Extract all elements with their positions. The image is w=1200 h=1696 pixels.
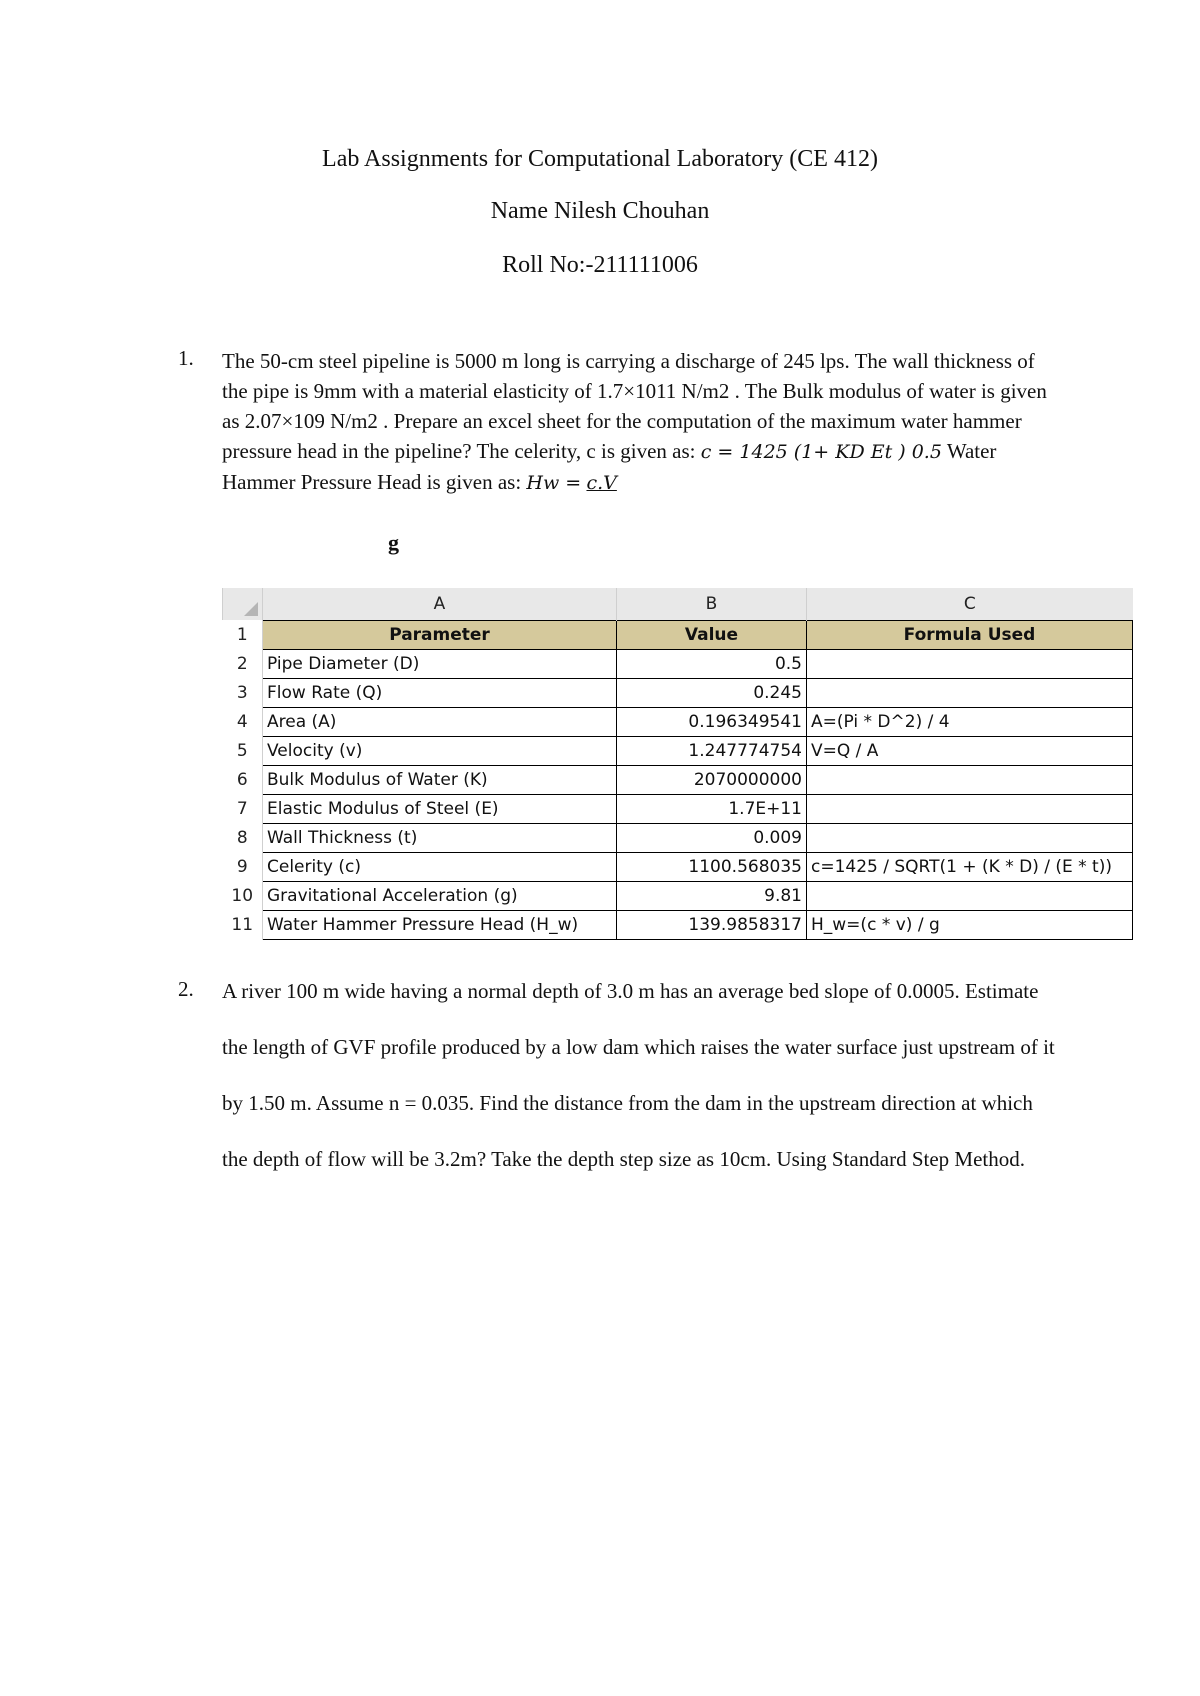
row-number[interactable]: 1 bbox=[223, 620, 263, 649]
student-name: Name Nilesh Chouhan bbox=[490, 198, 710, 224]
row-number[interactable]: 10 bbox=[223, 881, 263, 910]
table-row bbox=[223, 765, 1133, 794]
question-2-text: A river 100 m wide having a normal depth of 3.0 m has an average bed slope of 0.0005. Estimate the length of GVF profile produced by a low dam which raises the water surface just upstream of it by 1.50 m. Assume n = 0.035. Find the distance from the dam in the upstream direction at which the depth of flow will be 3.2m? Take the depth step size as 10cm. Using Standard Step Method. bbox=[222, 979, 1055, 1171]
select-all-triangle-icon bbox=[244, 602, 258, 616]
parameter-cell[interactable]: Area (A) bbox=[263, 707, 617, 736]
parameter-cell[interactable]: Gravitational Acceleration (g) bbox=[263, 881, 617, 910]
formula-cell[interactable] bbox=[807, 794, 1133, 823]
row-number[interactable]: 11 bbox=[223, 910, 263, 939]
row-number[interactable]: 9 bbox=[223, 852, 263, 881]
formula-cell[interactable]: H_w=(c * v) / g bbox=[807, 910, 1133, 939]
column-header-c[interactable]: C bbox=[807, 588, 1133, 620]
parameter-cell[interactable]: Pipe Diameter (D) bbox=[263, 649, 617, 678]
formula-cell[interactable]: c=1425 / SQRT(1 + (K * D) / (E * t)) bbox=[807, 852, 1133, 881]
question-2 bbox=[178, 977, 1058, 1267]
question-1 bbox=[178, 346, 1058, 546]
table-header-row bbox=[223, 620, 1133, 649]
hw-lhs: Hw = bbox=[526, 472, 582, 494]
table-row bbox=[223, 823, 1133, 852]
formula-cell[interactable]: A=(Pi * D^2) / 4 bbox=[807, 707, 1133, 736]
row-number[interactable]: 3 bbox=[223, 678, 263, 707]
table-row bbox=[223, 678, 1133, 707]
row-number[interactable]: 4 bbox=[223, 707, 263, 736]
row-number[interactable]: 7 bbox=[223, 794, 263, 823]
value-cell[interactable]: 2070000000 bbox=[617, 765, 807, 794]
question-1-number: 1. bbox=[178, 346, 194, 370]
document-title: Lab Assignments for Computational Laboratory (CE 412) bbox=[322, 146, 878, 172]
excel-spreadsheet bbox=[222, 588, 1132, 956]
table-row bbox=[223, 794, 1133, 823]
formula-cell[interactable]: V=Q / A bbox=[807, 736, 1133, 765]
value-cell[interactable]: 1100.568035 bbox=[617, 852, 807, 881]
parameter-cell[interactable]: Elastic Modulus of Steel (E) bbox=[263, 794, 617, 823]
parameter-cell[interactable]: Celerity (c) bbox=[263, 852, 617, 881]
parameter-cell[interactable]: Flow Rate (Q) bbox=[263, 678, 617, 707]
value-cell[interactable]: 1.247774754 bbox=[617, 736, 807, 765]
value-cell[interactable]: 0.245 bbox=[617, 678, 807, 707]
parameter-cell[interactable]: Bulk Modulus of Water (K) bbox=[263, 765, 617, 794]
row-number[interactable]: 8 bbox=[223, 823, 263, 852]
question-1-hw-intro: Water Hammer Pressure Head is given as: bbox=[222, 439, 997, 494]
formula-cell[interactable] bbox=[807, 649, 1133, 678]
row-number[interactable]: 5 bbox=[223, 736, 263, 765]
hw-denominator: g bbox=[388, 530, 399, 555]
question-1-body: The 50-cm steel pipeline is 5000 m long is carrying a discharge of 245 lps. The wall thickness of the pipe is 9mm with a material elasticity of 1.7×1011 N/m2 . The Bulk modulus of water is given as 2.07×109 N/m2 . Prepare an excel sheet for the computation of the maximum water hammer pressure head in the pipeline? The celerity, c is given as: bbox=[222, 349, 1047, 463]
header-formula[interactable]: Formula Used bbox=[807, 620, 1133, 649]
value-cell[interactable]: 9.81 bbox=[617, 881, 807, 910]
value-cell[interactable]: 0.196349541 bbox=[617, 707, 807, 736]
formula-cell[interactable] bbox=[807, 678, 1133, 707]
header-value[interactable]: Value bbox=[617, 620, 807, 649]
roll-number: Roll No:-211111006 bbox=[502, 252, 698, 278]
formula-cell[interactable] bbox=[807, 765, 1133, 794]
parameter-cell[interactable]: Wall Thickness (t) bbox=[263, 823, 617, 852]
spreadsheet-table bbox=[222, 588, 1133, 940]
header-parameter[interactable]: Parameter bbox=[263, 620, 617, 649]
parameter-cell[interactable]: Water Hammer Pressure Head (H_w) bbox=[263, 910, 617, 939]
select-all-corner[interactable] bbox=[223, 588, 263, 620]
formula-cell[interactable] bbox=[807, 881, 1133, 910]
table-row bbox=[223, 852, 1133, 881]
parameter-cell[interactable]: Velocity (v) bbox=[263, 736, 617, 765]
row-number[interactable]: 2 bbox=[223, 649, 263, 678]
table-row bbox=[223, 649, 1133, 678]
value-cell[interactable]: 139.9858317 bbox=[617, 910, 807, 939]
table-row bbox=[223, 910, 1133, 939]
table-row bbox=[223, 881, 1133, 910]
value-cell[interactable]: 1.7E+11 bbox=[617, 794, 807, 823]
table-row bbox=[223, 707, 1133, 736]
column-header-row bbox=[223, 588, 1133, 620]
celerity-formula: c = 1425 (1+ KD Et ) 0.5 bbox=[700, 441, 942, 463]
column-header-a[interactable]: A bbox=[263, 588, 617, 620]
formula-cell[interactable] bbox=[807, 823, 1133, 852]
hw-numerator: c.V bbox=[586, 472, 617, 494]
question-2-number: 2. bbox=[178, 977, 194, 1001]
question-1-text bbox=[222, 346, 1058, 498]
column-header-b[interactable]: B bbox=[617, 588, 807, 620]
value-cell[interactable]: 0.009 bbox=[617, 823, 807, 852]
table-row bbox=[223, 736, 1133, 765]
row-number[interactable]: 6 bbox=[223, 765, 263, 794]
value-cell[interactable]: 0.5 bbox=[617, 649, 807, 678]
